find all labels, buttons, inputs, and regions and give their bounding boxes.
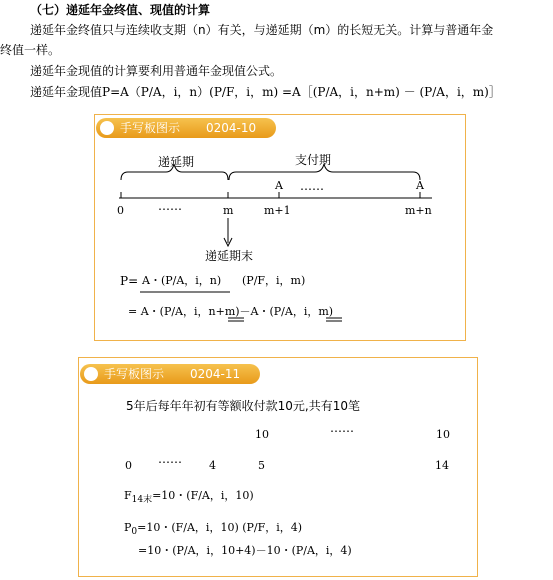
- label-defer-period: 递延期: [158, 155, 195, 169]
- figure-1-tag-code: 0204-10: [206, 121, 257, 135]
- fig2-tick-0: 0: [125, 459, 132, 472]
- tick-label-m1: m+1: [264, 204, 291, 217]
- fig2-formula-3: =10・(P/A，i，10+4)－10・(P/A，i，4): [138, 544, 352, 557]
- fig2-f2-sub: 0: [131, 527, 138, 538]
- figure-2-tag-title: 手写板图示: [104, 367, 165, 381]
- dots-bottom-1: ……: [158, 199, 182, 213]
- fig2-f1-rhs: =10・(F/A，i，10): [152, 489, 254, 502]
- fig1-formula-p: P=: [120, 274, 139, 288]
- paragraph-line-3: 递延年金现值的计算要利用普通年金现值公式。: [30, 64, 283, 78]
- fig2-tick-14: 14: [435, 459, 449, 472]
- figure-2-tag: [80, 364, 260, 384]
- figure-2-tag-code: 0204-11: [190, 367, 241, 381]
- fig2-value-10-b: 10: [436, 428, 450, 441]
- fig2-dots-bottom: ……: [158, 452, 182, 466]
- formula-line: 递延年金现值P=A（P/A，i，n）(P/F，i，m) =A［(P/A，i，n+m) － (P/A，i，m)］: [30, 85, 501, 99]
- fig2-formula-1: [124, 488, 254, 508]
- fig2-statement: 5年后每年年初有等额收付款10元,共有10笔: [126, 399, 360, 413]
- fig2-tick-4: 4: [209, 459, 216, 472]
- fig2-f2-lhs: P: [124, 521, 132, 534]
- fig2-f1-sub: 14末: [131, 495, 153, 506]
- paragraph-line-1: 递延年金终值只与连续收支期（n）有关，与递延期（m）的长短无关。计算与普通年金: [30, 23, 494, 37]
- fig2-value-10-a: 10: [255, 428, 269, 441]
- fig1-formula-2: = A・(P/A，i，n+m)－A・(P/A，i，m): [128, 305, 334, 318]
- pen-icon: [84, 367, 98, 381]
- fig2-dots-top: ……: [330, 421, 354, 435]
- label-pay-period: 支付期: [295, 153, 332, 167]
- figure-1-tag-title: 手写板图示: [120, 121, 181, 135]
- payment-a-2: A: [416, 179, 424, 192]
- tick-label-m: m: [223, 204, 234, 217]
- fig2-f2-rhs: =10・(F/A，i，10) (P/F，i，4): [137, 521, 303, 534]
- payment-a-1: A: [275, 179, 283, 192]
- fig2-tick-5: 5: [258, 459, 265, 472]
- section-title: （七）递延年金终值、现值的计算: [30, 3, 211, 17]
- dots-top-1: ……: [300, 179, 324, 193]
- paragraph-line-2: 终值一样。: [0, 43, 61, 57]
- defer-end-label: 递延期末: [205, 249, 254, 263]
- fig1-formula-a: A・(P/A，i，n): [142, 274, 222, 287]
- fig2-f1-lhs: F: [124, 489, 132, 502]
- tick-label-0: 0: [117, 204, 124, 217]
- fig2-formula-2: [124, 520, 302, 540]
- fig1-formula-b: (P/F，i，m): [242, 274, 306, 287]
- tick-label-mn: m+n: [405, 204, 432, 217]
